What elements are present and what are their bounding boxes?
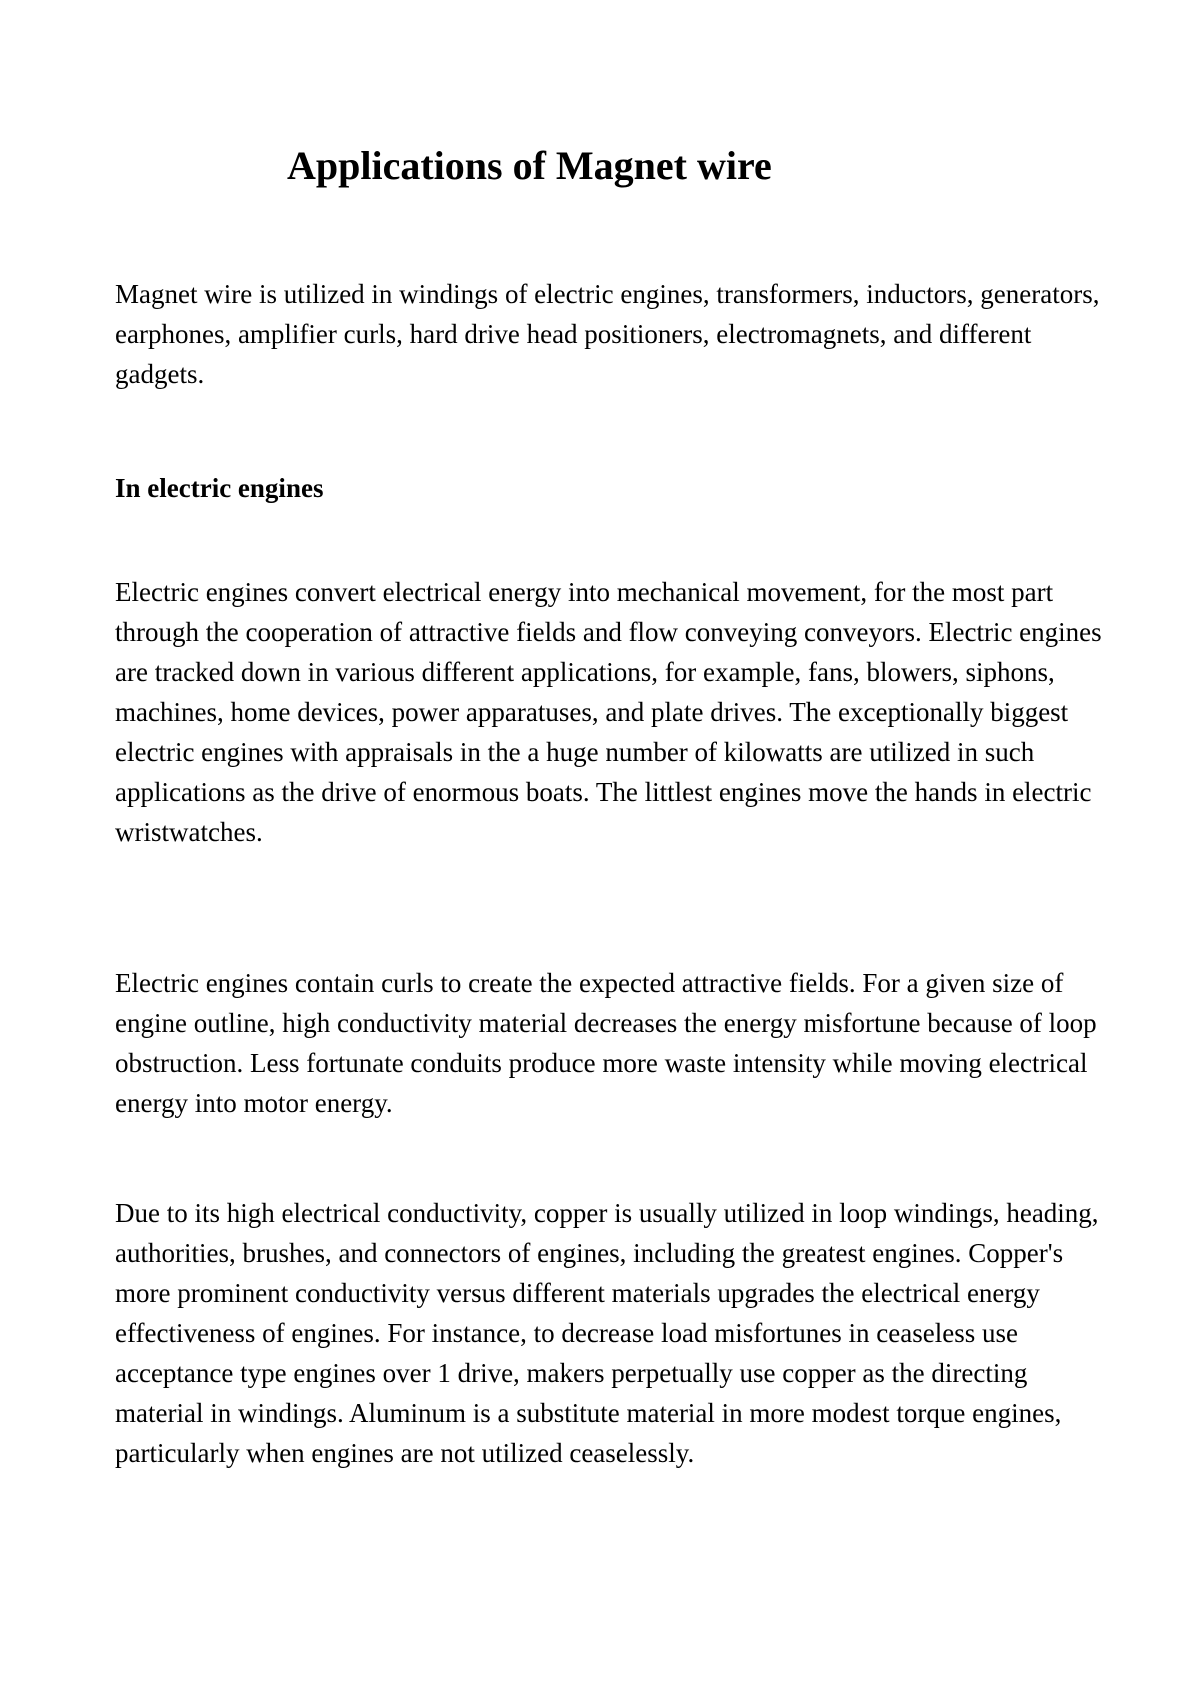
body-paragraph-3: Due to its high electrical conductivity, copper is usually utilized in loop windings, heading, authorities, brushes, and connectors of engines, including the greatest engines. Copper's more prominent conductivity versus different materials upgrades the electrical energy effectiveness of engines. For instance, to decrease load misfortunes in ceaseless use acceptance type engines over 1 drive, makers perpetually use copper as the directing material in windings. Aluminum is a substitute material in more modest torque engines, particularly when engines are not utilized ceaselessly. xyxy=(115,1198,1099,1468)
document-title: Applications of Magnet wire xyxy=(287,143,772,188)
section-heading: In electric engines xyxy=(115,473,324,503)
body-paragraph-1: Electric engines convert electrical energy into mechanical movement, for the most part through the cooperation of attractive fields and flow conveying conveyors. Electric engines are tracked down in various different applications, for example, fans, blowers, siphons, machines, home devices, power apparatuses, and plate drives. The exceptionally biggest electric engines with appraisals in the a huge number of kilowatts are utilized in such applications as the drive of enormous boats. The littlest engines move the hands in electric wristwatches. xyxy=(115,577,1102,847)
intro-paragraph: Magnet wire is utilized in windings of electric engines, transformers, inductors, generators, earphones, amplifier curls, hard drive head positioners, electromagnets, and different gadgets. xyxy=(115,279,1100,389)
body-paragraph-2: Electric engines contain curls to create the expected attractive fields. For a given size of engine outline, high conductivity material decreases the energy misfortune because of loop obstruction. Less fortunate conduits produce more waste intensity while moving electrical energy into motor energy. xyxy=(115,968,1097,1118)
